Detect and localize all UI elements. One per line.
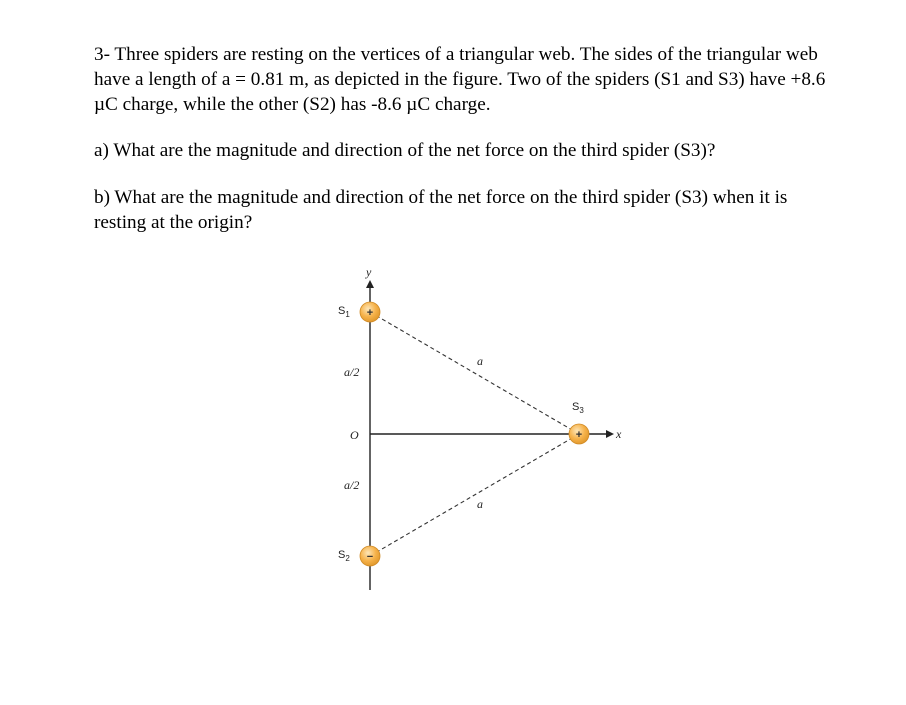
- triangle-figure: [320, 262, 640, 598]
- charge-s1-sign: +: [366, 307, 374, 319]
- upper-side-label: a: [477, 354, 483, 368]
- upper-half-label: a/2: [344, 365, 360, 379]
- question-part-a: a) What are the magnitude and direction of the net force on the third spider (S3)?: [94, 140, 716, 161]
- charge-s2-sign: −: [366, 551, 374, 563]
- upper-side-dashed: [370, 312, 579, 434]
- charge-s2-label: $S_2$: [338, 549, 350, 563]
- lower-side-label: a: [477, 497, 483, 511]
- problem-intro: 3- Three spiders are resting on the vertices of a triangular web. The sides of the triangular web have a length of a = 0.81 m, as depicted in the figure. Two of the spiders (S1 and S3) have +8.6 µC charge, while the other (S2) has -8.6 µC charge.: [94, 44, 826, 115]
- charge-s3: [569, 401, 589, 444]
- charge-s2: [338, 546, 380, 566]
- lower-side-dashed: [370, 434, 579, 556]
- charge-s1-label: $S_1$: [338, 305, 350, 319]
- lower-half-label: a/2: [344, 478, 360, 492]
- origin-label: O: [350, 428, 359, 442]
- charge-s3-sign: +: [575, 429, 583, 441]
- triangle-diagram: [320, 262, 640, 598]
- charge-s3-label: $S_3$: [572, 401, 584, 415]
- x-axis-label: x: [616, 427, 622, 441]
- y-axis-label: y: [366, 265, 372, 279]
- problem-statement: [94, 42, 834, 235]
- question-part-b: b) What are the magnitude and direction of the net force on the third spider (S3) when it is resting at the origin?: [94, 187, 788, 233]
- charge-s1: [338, 302, 380, 322]
